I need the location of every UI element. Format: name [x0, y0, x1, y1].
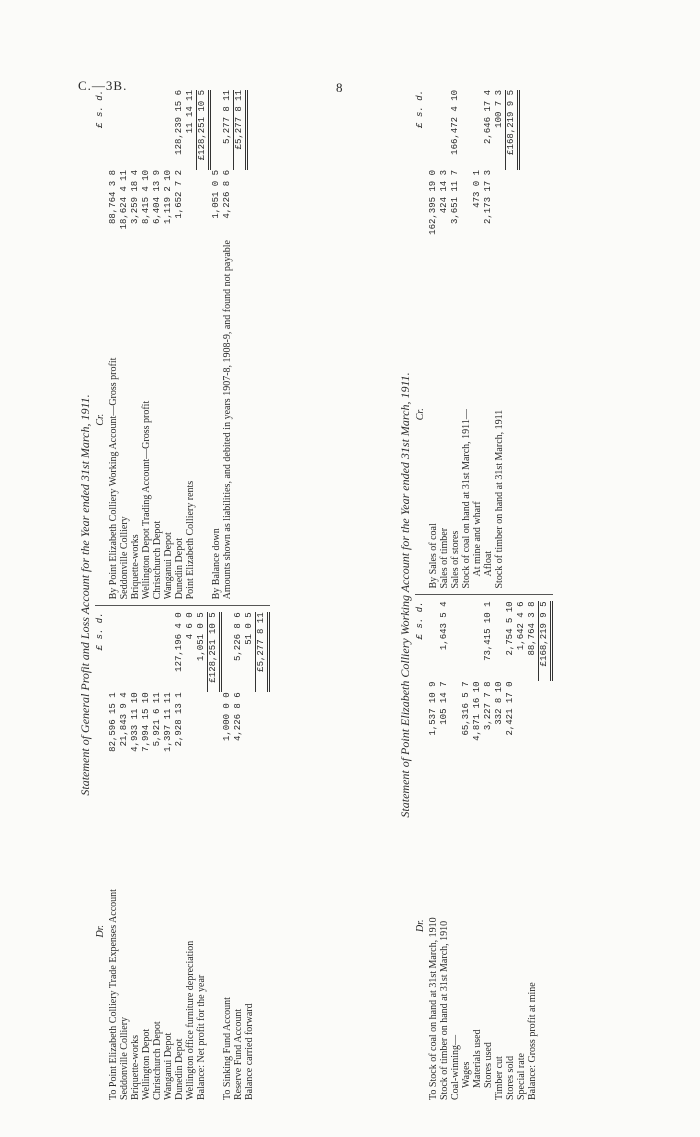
total-row [538, 602, 553, 1101]
entry-label: Briquette-works [130, 1035, 141, 1100]
debit-rows [428, 602, 553, 1101]
sub-amount: 65,316 5 7 [461, 681, 471, 736]
amount: 4 6 0 [185, 612, 195, 640]
amount [461, 602, 472, 682]
entry-label [207, 762, 222, 1100]
entry-label: Stores sold [505, 1055, 516, 1100]
amount: 127,196 4 0 [174, 612, 184, 672]
amount: £5,277 8 11 [233, 90, 248, 170]
total-row [196, 90, 211, 599]
sub-amount [538, 682, 553, 752]
sub-amount [185, 170, 196, 240]
sub-amount: 21,843 9 4 [119, 692, 129, 747]
ledger-row [494, 602, 505, 1101]
debit-heading: Dr. [95, 924, 106, 938]
entry-label: Balance: Net profit for the year [196, 974, 207, 1100]
sub-amount: 88,764 3 8 [108, 170, 118, 225]
ledger-row [174, 90, 185, 599]
entry-label: Stores used [483, 1042, 494, 1088]
page-number: 8 [336, 80, 343, 95]
sub-amount [244, 692, 255, 762]
sub-amount [505, 170, 520, 240]
ledger-row [439, 602, 450, 1101]
entry-label: Seddonville Colliery [119, 516, 130, 600]
entry-label: Timber cut [494, 1056, 505, 1100]
ledger-row [450, 602, 461, 1101]
ledger-row [483, 602, 494, 1101]
entry-label: Stock of coal on hand at 31st March, 1911— [461, 409, 472, 589]
debit-heading: Dr. [415, 919, 426, 933]
ledger-row [439, 90, 450, 589]
ledger-row [461, 602, 472, 1101]
sub-amount [516, 682, 527, 752]
ledger-row [461, 90, 472, 589]
amount [461, 90, 472, 170]
entry-label: Briquette-works [130, 534, 141, 600]
sub-amount: 1,397 11 11 [163, 692, 173, 752]
page-reference: C.—3B. [78, 78, 128, 93]
ledger-row [108, 612, 119, 1100]
amount [119, 612, 130, 692]
amount [130, 612, 141, 692]
amount: 128,239 15 6 [174, 90, 184, 155]
entry-label: Christchurch Depot [152, 1021, 163, 1100]
sub-amount [196, 170, 211, 240]
total-row [505, 90, 520, 589]
credit-side [95, 90, 270, 605]
sub-amount: 82,596 15 1 [108, 692, 118, 752]
amount: 166,472 4 10 [450, 90, 460, 155]
debit-side [415, 595, 553, 1101]
ledger-row [428, 90, 439, 589]
amount: 5,226 8 6 [233, 612, 243, 661]
amount: 100 7 3 [494, 90, 504, 128]
lsd-heading: £ s. d. [415, 90, 425, 128]
ledger-row [152, 612, 163, 1100]
sub-amount: 4,226 8 6 [233, 692, 243, 741]
sub-amount [461, 170, 472, 240]
entry-label [255, 762, 270, 1100]
ledger-row [244, 612, 255, 1100]
amount: 5,277 8 11 [222, 90, 232, 145]
amount [152, 612, 163, 692]
sub-amount: 473 0 1 [472, 170, 482, 208]
sub-amount: 8,415 4 10 [141, 170, 151, 225]
amount: £168,219 9 5 [538, 602, 553, 682]
sub-amount: 1,652 7 2 [174, 170, 184, 219]
entry-label [233, 240, 248, 599]
entry-label: Christchurch Depot [152, 520, 163, 600]
entry-label: To Sinking Fund Account [222, 997, 233, 1100]
ledger-row [119, 612, 130, 1100]
credit-side [415, 90, 553, 595]
entry-label: Coal-winning— [450, 1035, 461, 1100]
entry-label: Sales of timber [439, 527, 450, 589]
entry-label: Wages [461, 1061, 472, 1088]
ledger-row [222, 90, 233, 599]
ledger-row [494, 90, 505, 589]
ledger-row [130, 612, 141, 1100]
entry-label: Stock of timber on hand at 31st March, 1911 [494, 409, 505, 589]
ledger-row [211, 90, 222, 599]
entry-label: Balance: Gross profit at mine [527, 982, 538, 1100]
sub-amount: 5,921 6 11 [152, 692, 162, 747]
amount: £5,277 8 11 [255, 612, 270, 692]
amount [141, 90, 152, 170]
ledger-row [141, 612, 152, 1100]
total-row [233, 90, 248, 599]
ledger-row [233, 612, 244, 1100]
ledger-row [483, 90, 494, 589]
sub-amount: 2,173 17 3 [483, 170, 493, 225]
ledger-row [505, 602, 516, 1101]
amount [428, 602, 439, 682]
amount: 51 0 5 [244, 612, 254, 645]
sub-amount [196, 692, 207, 762]
credit-heading: Cr. [415, 408, 426, 421]
ledger-row [185, 612, 196, 1100]
total-row [207, 612, 222, 1100]
amount [222, 612, 233, 692]
entry-label: Amounts shown as liabilities, and debited in years 1907-8, 1908-9, and found not payable [222, 240, 233, 600]
entry-label: Wellington Depot [141, 1028, 152, 1100]
amount [211, 90, 222, 170]
entry-label: Materials used [472, 1029, 483, 1088]
amount: 1,051 0 5 [196, 612, 206, 661]
ledger-row [152, 90, 163, 599]
lsd-heading: £ s. d. [95, 90, 105, 128]
ledger-row [516, 602, 527, 1101]
entry-label [505, 240, 520, 589]
sub-amount: 6,404 13 9 [152, 170, 162, 225]
amount: 1,642 4 6 [516, 601, 526, 651]
ledger-row [222, 612, 233, 1100]
ledger-row [163, 90, 174, 599]
sub-amount [527, 682, 538, 752]
debit-side [95, 605, 270, 1100]
entry-label: Wanganui Depot [163, 1032, 174, 1100]
ledger-row [130, 90, 141, 599]
sub-amount [185, 692, 196, 762]
sub-amount [450, 682, 461, 752]
entry-label: Balance carried forward [244, 1003, 255, 1100]
amount: £128,251 10 5 [207, 612, 222, 692]
ledger-row [119, 90, 130, 599]
sub-amount: 1,051 0 5 [211, 170, 221, 219]
ledger-row [185, 90, 196, 599]
sub-amount: 1,119 2 10 [163, 170, 173, 225]
credit-rows [108, 90, 248, 599]
amount: 2,646 17 4 [483, 90, 493, 145]
entry-label [196, 240, 211, 599]
entry-label: By Sales of coal [428, 523, 439, 589]
amount [472, 90, 483, 170]
entry-label: Wellington Depot Trading Account—Gross profit [141, 400, 152, 600]
sub-amount: 3,651 11 7 [450, 170, 460, 225]
sub-amount: 105 14 7 [439, 681, 449, 725]
entry-label: Seddonville Colliery [119, 1016, 130, 1100]
entry-label: Dunedin Depot [174, 538, 185, 600]
entry-label: By Point Elizabeth Colliery Working Account—Gross profit [108, 357, 119, 600]
sub-amount: 2,928 13 1 [174, 692, 184, 747]
sub-amount: 4,226 8 6 [222, 170, 232, 219]
entry-label: To Point Elizabeth Colliery Trade Expenses Account [108, 889, 119, 1100]
entry-label: Wellington office furniture depreciation [185, 940, 196, 1100]
amount [152, 90, 163, 170]
amount [108, 90, 119, 170]
statement-title: Statement of General Profit and Loss Account for the Year ended 31st March, 1911. [78, 394, 92, 796]
sub-amount: 3,259 18 4 [130, 170, 140, 225]
amount: 2,754 5 10 [505, 601, 515, 656]
sub-amount: 162,395 19 0 [428, 170, 438, 235]
amount [141, 612, 152, 692]
ledger-row [472, 602, 483, 1101]
working-account-statement [400, 90, 553, 1100]
amount [130, 90, 141, 170]
credit-heading: Cr. [95, 413, 106, 426]
entry-label: Stock of timber on hand at 31st March, 1910 [439, 920, 450, 1100]
entry-label: Sales of stores [450, 530, 461, 589]
amount: £128,251 10 5 [196, 90, 211, 170]
sub-amount: 7,994 15 10 [141, 692, 151, 752]
entry-label: Point Elizabeth Colliery rents [185, 480, 196, 600]
amount: 1,643 5 4 [439, 601, 449, 651]
amount [163, 612, 174, 692]
ledger-row [428, 602, 439, 1101]
sub-amount [233, 170, 248, 240]
entry-label: Reserve Fund Account [233, 1008, 244, 1100]
entry-label: Dunedin Depot [174, 1038, 185, 1100]
ledger-row [108, 90, 119, 599]
ledger-row [450, 90, 461, 589]
statement-title: Statement of Point Elizabeth Colliery Working Account for the Year ended 31st March, 1911. [398, 372, 412, 818]
sub-amount: 424 14 3 [439, 170, 449, 214]
amount: 73,415 10 1 [483, 601, 493, 661]
ledger-row [141, 90, 152, 599]
ledger-row [163, 612, 174, 1100]
amount [428, 90, 439, 170]
amount [450, 602, 461, 682]
sub-amount: 4,933 11 10 [130, 692, 140, 752]
amount: 11 14 11 [185, 90, 195, 134]
entry-label: Afloat [483, 550, 494, 577]
amount [163, 90, 174, 170]
sub-amount: 18,624 4 11 [119, 170, 129, 230]
amount [439, 90, 450, 170]
debit-rows [108, 612, 270, 1100]
entry-label: By Balance down [211, 528, 222, 600]
sub-amount [207, 692, 222, 762]
ledger-row [196, 612, 207, 1100]
amount [119, 90, 130, 170]
amount [494, 602, 505, 682]
sub-amount: 3,227 7 8 [483, 681, 493, 731]
ledger-row [472, 90, 483, 589]
rotated-statements [80, 90, 690, 1100]
sub-amount: 332 8 10 [494, 681, 504, 725]
sub-amount: 1,537 10 9 [428, 681, 438, 736]
amount: 88,764 3 8 [527, 601, 537, 656]
sub-amount: 2,421 17 0 [505, 681, 515, 736]
amount [108, 612, 119, 692]
amount [472, 602, 483, 682]
ledger-row [174, 612, 185, 1100]
lsd-heading: £ s. d. [415, 601, 425, 640]
entry-label [538, 752, 553, 1101]
lsd-heading: £ s. d. [95, 612, 105, 651]
sub-amount [494, 170, 505, 240]
entry-label: Special rate [516, 1053, 527, 1100]
entry-label: At mine and wharf [472, 501, 483, 577]
sub-amount: 4,871 16 10 [472, 681, 482, 741]
sub-amount: 1,000 0 0 [222, 692, 232, 741]
entry-label: Wanganui Depot [163, 532, 174, 600]
sub-amount [255, 692, 270, 762]
amount: £168,219 9 5 [505, 90, 520, 170]
entry-label: To Stock of coal on hand at 31st March, 1910 [428, 917, 439, 1100]
profit-loss-statement [80, 90, 270, 1100]
total-row [255, 612, 270, 1100]
credit-rows [428, 90, 520, 589]
ledger-row [527, 602, 538, 1101]
